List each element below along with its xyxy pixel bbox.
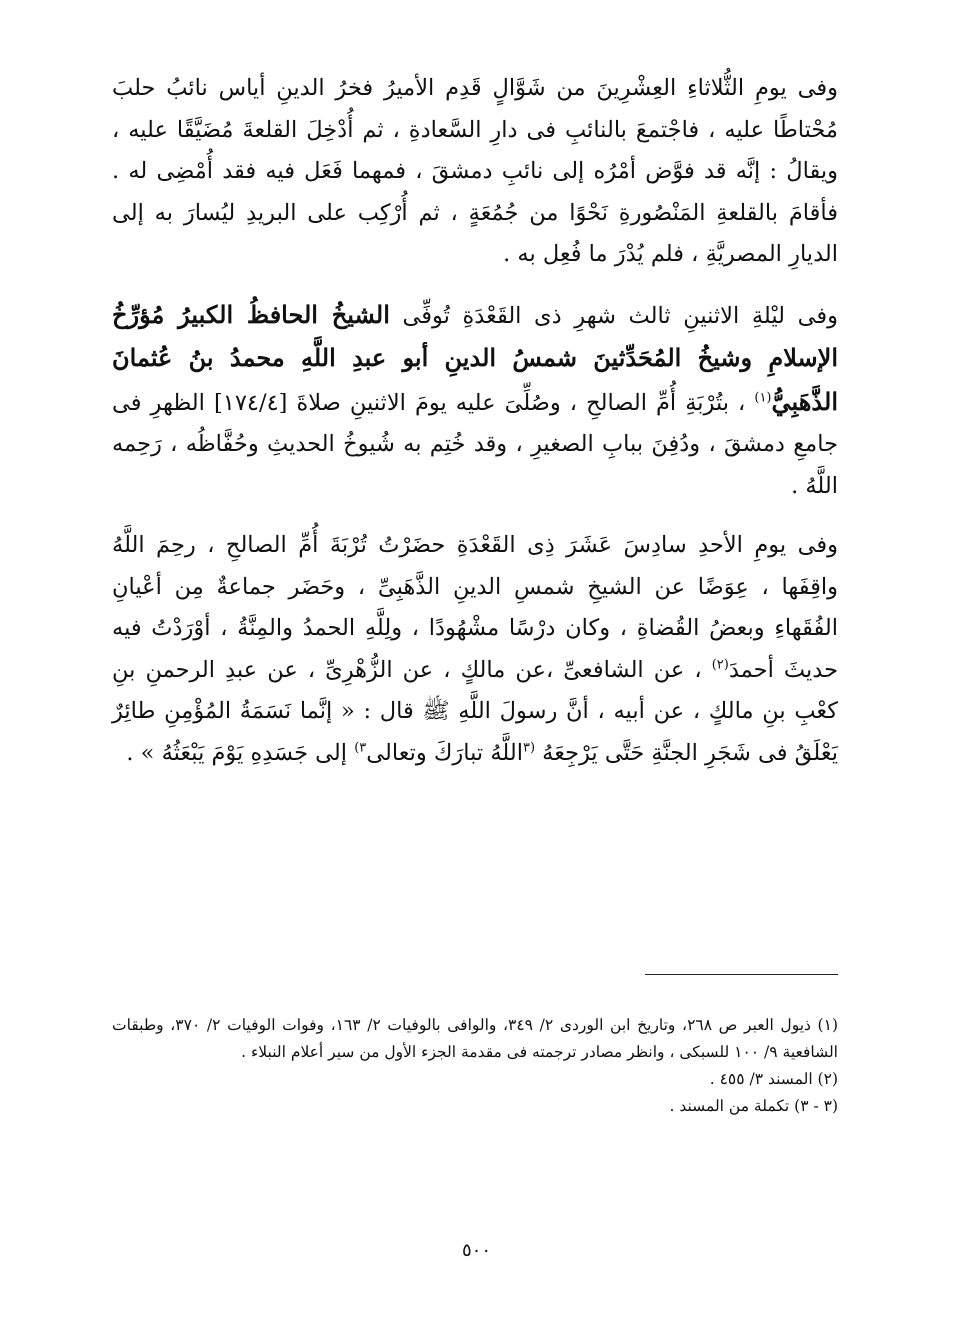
folio-marker: [١٧٤/٤] [213,389,288,416]
footnote-1: (١) ذيول العبر ص ٢٦٨، وتاريخ ابن الوردى ٢/ ٣٤٩، والوافى بالوفيات ٢/ ١٦٣، وفوات الوفيات ٢/ ٣٧٠، وطبقات الشافعية ٩/ ١٠٠ للسبكى ، وانظر مصادر ترجمته فى مقدمة الجزء الأول من سير أعلام النبلاء . [112,1016,838,1061]
footnote-ref-3-close[interactable]: ٣) [354,740,367,755]
page-number: ٥٠٠ [461,1240,491,1261]
paragraph-2-rest-a: ، بتُرْبَةِ أُمِّ الصالحِ ، وصُلِّىَ عليه يومَ الاثنينِ صلاةَ [287,389,755,416]
paragraph-3 [112,525,838,774]
footnote-3: (٣ - ٣) تكملة من المسند . [669,1097,838,1115]
footnote-2: (٢) المسند ٣/ ٤٥٥ . [709,1070,838,1088]
paragraph-3-d: إلى جَسَدِهِ يَوْمَ يَبْعَثُهُ » . [126,739,355,766]
footnote-ref-1[interactable]: (١) [754,390,772,405]
scholar-name: الشيخُ الحافظُ الكبيرُ مُؤرِّخُ الإسلامِ وشيخُ المُحَدِّثينَ شمسُ الدينِ أبو عبدِ اللَّهِ محمدُ بنُ عُثمانَ الذَّهَبِيُّ [112,299,838,416]
paragraph-3-a: وفى يومِ الأحدِ سادِسَ عَشَرَ ذِى القَعْدَةِ حضَرْتُ تُرْبَةَ أُمِّ الصالحِ ، رحِمَ اللَّهُ واقِفَها ، عِوَضًا عن الشيخِ شمسِ الدينِ الذَّهَبِىِّ ، وحَضَر جماعةٌ مِن أعْيانِ الفُقَهاءِ وبعضُ القُضاةِ ، وكان درْسًا مشْهُودًا ، ولِلَّهِ الحمدُ والمِنَّةُ ، أوْرَدْتُ فيه حديثَ أحمدَ [112,532,838,683]
paragraph-2-rest-b: الظهرِ فى جامعِ دمشقَ ، ودُفِنَ ببابِ الصغيرِ ، وقد خُتِم به شُيوخُ الحديثِ وحُفَّاظُه ، رَحِمه اللَّهُ . [112,389,838,499]
main-text [112,68,838,774]
paragraph-3-b: ، عن الشافعىِّ ،عن مالكٍ ، عن الزُّهْرِىِّ ، عن عبدِ الرحمنِ بنِ كعْبِ بنِ مالكٍ ، عن أبيه ، أنَّ رسولَ اللَّهِ ﷺ قال : « إنَّما نَسَمَةُ المُؤْمِنِ طائِرٌ يَعْلَقُ فى شَجَرِ الجنَّةِ حَتَّى يَرْجِعَهُ [112,656,838,766]
footnote-ref-3-open[interactable]: (٣ [522,740,536,755]
footnotes [112,1012,838,1120]
paragraph-1-text: وفى يومِ الثُّلاثاءِ العِشْرِينَ من شَوَّالٍ قَدِم الأميرُ فخرُ الدينِ أياس نائبُ حلبَ مُحْتاطًا عليه ، فاجْتمعَ بالنائبِ فى دارِ السَّعادةِ ، ثم أُدْخِلَ القلعةَ مُضَيَّقًا عليه ، ويقالُ : إنَّه قد فوَّض أمْرُه إلى نائبِ دمشقَ ، فمهما فَعَل فيه فقد أُمْضِى له . فأقامَ بالقلعةِ المَنْصُورةِ نَحْوًا من جُمُعَةٍ ، ثم أُرْكِب على البريدِ ليُسارَ به إلى الديارِ المصريَّةِ ، فلم يُدْرَ ما فُعِل به . [112,75,838,267]
paragraph-2 [112,294,838,508]
paragraph-1 [112,68,838,276]
paragraph-3-c: اللَّهُ تبارَكَ وتعالى [366,739,523,766]
footnote-divider [645,974,838,975]
footnote-ref-2[interactable]: (٢) [711,657,729,672]
paragraph-2-intro: وفى ليْلةِ الاثنينِ ثالث شهرِ ذى القَعْدَةِ تُوفِّى [389,302,838,329]
